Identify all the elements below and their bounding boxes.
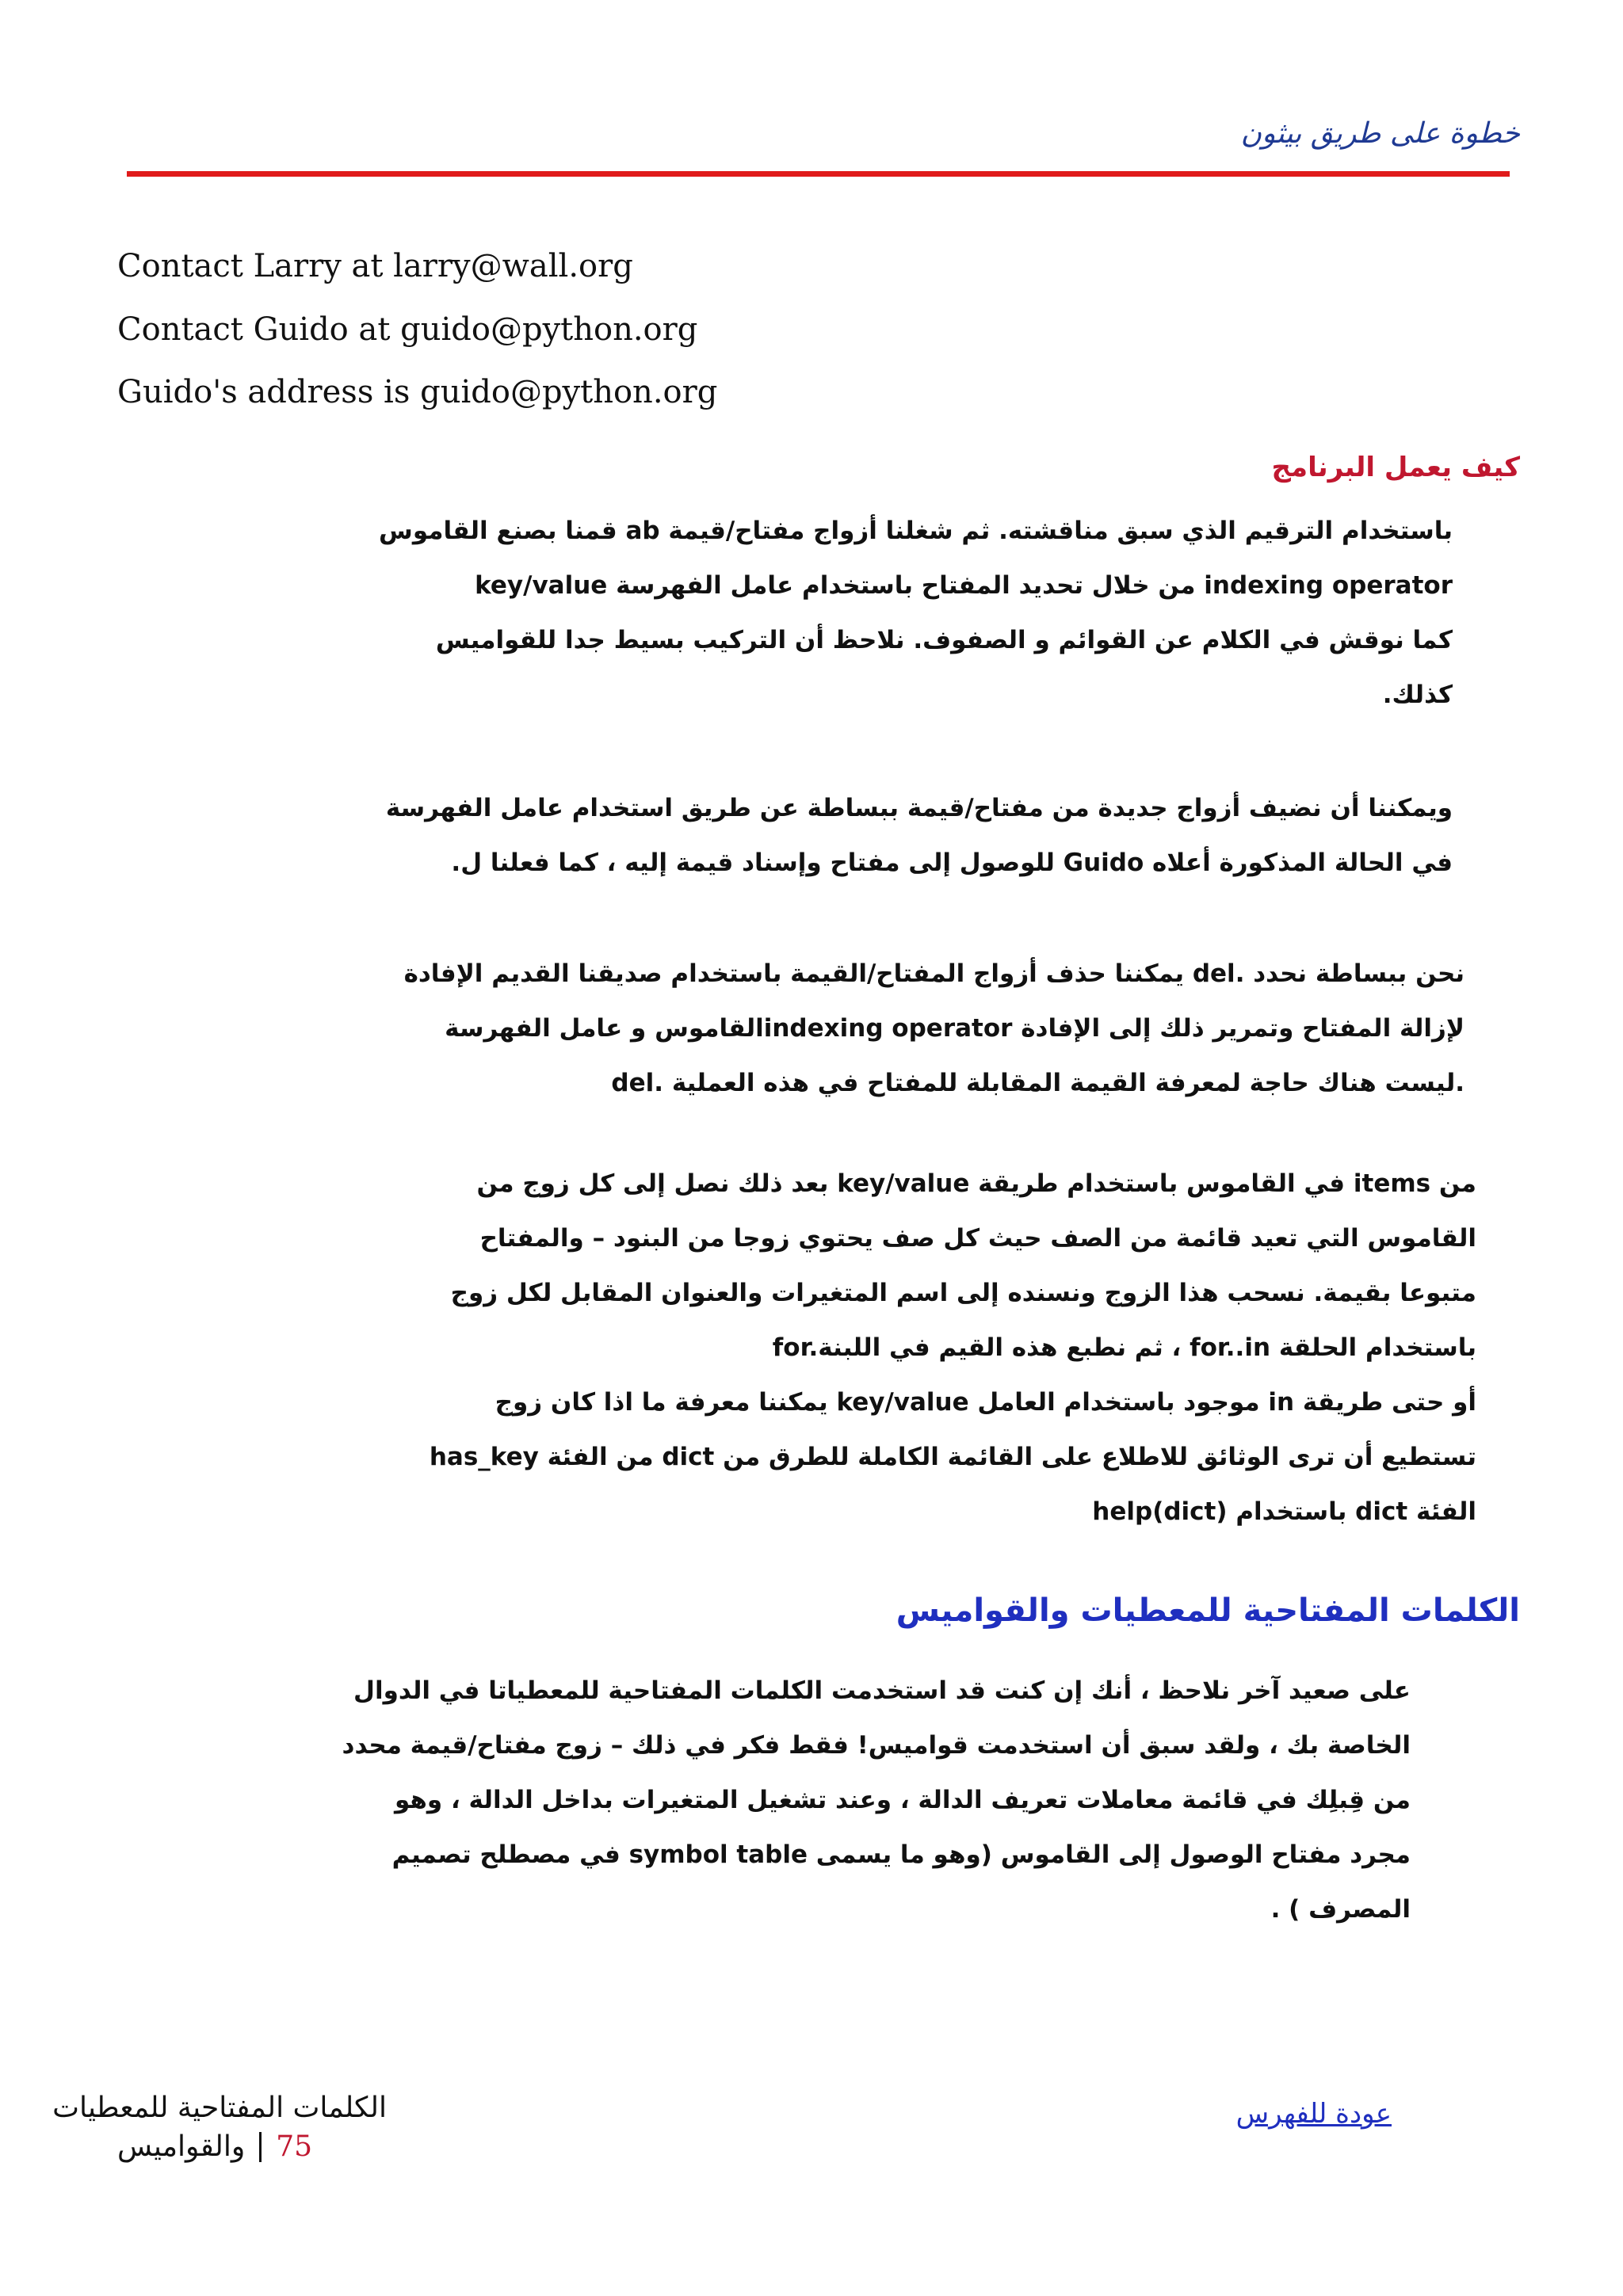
paragraph xyxy=(212,947,1465,1111)
paragraph xyxy=(216,504,1453,723)
page-number: 75 xyxy=(276,2130,313,2163)
section-heading-how-it-works: كيف يعمل البرنامج xyxy=(1271,452,1520,483)
paragraph-line: من items في القاموس باستخدام طريقة key/value بعد ذلك نصل إلى كل زوج من xyxy=(476,1169,1476,1198)
header-divider xyxy=(127,171,1510,177)
paragraph-line: ويمكننا أن نضيف أزواج جديدة من مفتاح/قيمة ببساطة عن طريق استخدام عامل الفهرسة xyxy=(385,794,1453,822)
paragraph xyxy=(208,1157,1476,1539)
output-line: Contact Guido at guido@python.org xyxy=(117,311,698,348)
paragraph-line: المصرف ) . xyxy=(1270,1895,1411,1924)
paragraph-line: كذلك. xyxy=(1382,681,1453,709)
paragraph-line: باستخدام الترقيم الذي سبق مناقشته. ثم شغلنا أزواج مفتاح/قيمة ab قمنا بصنع القاموس xyxy=(379,517,1453,545)
paragraph-line: القاموس التي تعيد قائمة من الصف حيث كل صف يحتوي زوجا من البنود – والمفتاح xyxy=(479,1224,1476,1253)
paragraph-line: كما نوقش في الكلام عن القوائم و الصفوف. نلاحظ أن التركيب بسيط جدا للقواميس xyxy=(435,626,1453,654)
paragraph-line: مجرد مفتاح الوصول إلى القاموس (وهو ما يسمى symbol table في مصطلح تصميم xyxy=(391,1840,1411,1869)
footer-chapter-row xyxy=(117,2130,387,2163)
paragraph-line: على صعيد آخر نلاحظ ، أنك إن كنت قد استخدمت الكلمات المفتاحية للمعطياتا في الدوال xyxy=(353,1676,1411,1705)
paragraph-line: في الحالة المذكورة أعلاه Guido للوصول إلى مفتاح وإسناد قيمة إليه ، كما فعلنا ل. xyxy=(451,849,1453,877)
paragraph-line: لإزالة المفتاح وتمرير ذلك إلى الإفادة indexing operatorالقاموس و عامل الفهرسة xyxy=(445,1014,1465,1043)
footer-chapter-subtitle: والقواميس xyxy=(117,2130,246,2163)
paragraph-line: نحن ببساطة نحدد .del يمكننا حذف أزواج المفتاح/القيمة باستخدام صديقنا القديم الإفادة xyxy=(403,959,1465,988)
footer-chapter-title: الكلمات المفتاحية للمعطيات xyxy=(52,2092,387,2124)
footer-separator xyxy=(259,2132,262,2162)
paragraph-line: متبوعا بقيمة. نسحب هذا الزوج ونسنده إلى اسم المتغيرات والعنوان المقابل لكل زوج xyxy=(450,1279,1476,1307)
output-line: Guido's address is guido@python.org xyxy=(117,374,718,410)
paragraph-line: الفئة dict باستخدام (help(dict xyxy=(1092,1497,1476,1526)
paragraph xyxy=(216,781,1453,891)
back-to-index-link[interactable]: عودة للفهرس xyxy=(1235,2098,1392,2130)
paragraph-line: أو حتى طريقة in موجود باستخدام العامل key/value يمكننا معرفة ما اذا كان زوج xyxy=(495,1388,1476,1417)
footer-chapter xyxy=(52,2092,387,2163)
output-line: Contact Larry at larry@wall.org xyxy=(117,248,633,284)
paragraph-line: من قِبلِك في قائمة معاملات تعريف الدالة ، وعند تشغيل المتغيرات بداخل الدالة ، وهو xyxy=(394,1786,1411,1814)
paragraph-line: del. ليست هناك حاجة لمعرفة القيمة المقابلة للمفتاح في هذه العملية. xyxy=(611,1069,1465,1097)
header-title: خطوة على طريق بيثون xyxy=(1240,117,1520,150)
paragraph-line: الخاصة بك ، ولقد سبق أن استخدمت قواميس! فقط فكر في ذلك – زوج مفتاح/قيمة محدد xyxy=(342,1731,1411,1760)
paragraph-line: key/value من خلال تحديد المفتاح باستخدام عامل الفهرسة indexing operator xyxy=(475,571,1453,600)
paragraph-line: تستطيع أن ترى الوثائق للاطلاع على القائمة الكاملة للطرق من dict من الفئة has_key xyxy=(429,1443,1476,1471)
paragraph xyxy=(127,1664,1411,1937)
section-heading-keyword-args: الكلمات المفتاحية للمعطيات والقواميس xyxy=(896,1592,1520,1629)
paragraph-line: for.ثم نطبع هذه القيم في اللبنة ، for..in باستخدام الحلقة xyxy=(772,1333,1476,1362)
